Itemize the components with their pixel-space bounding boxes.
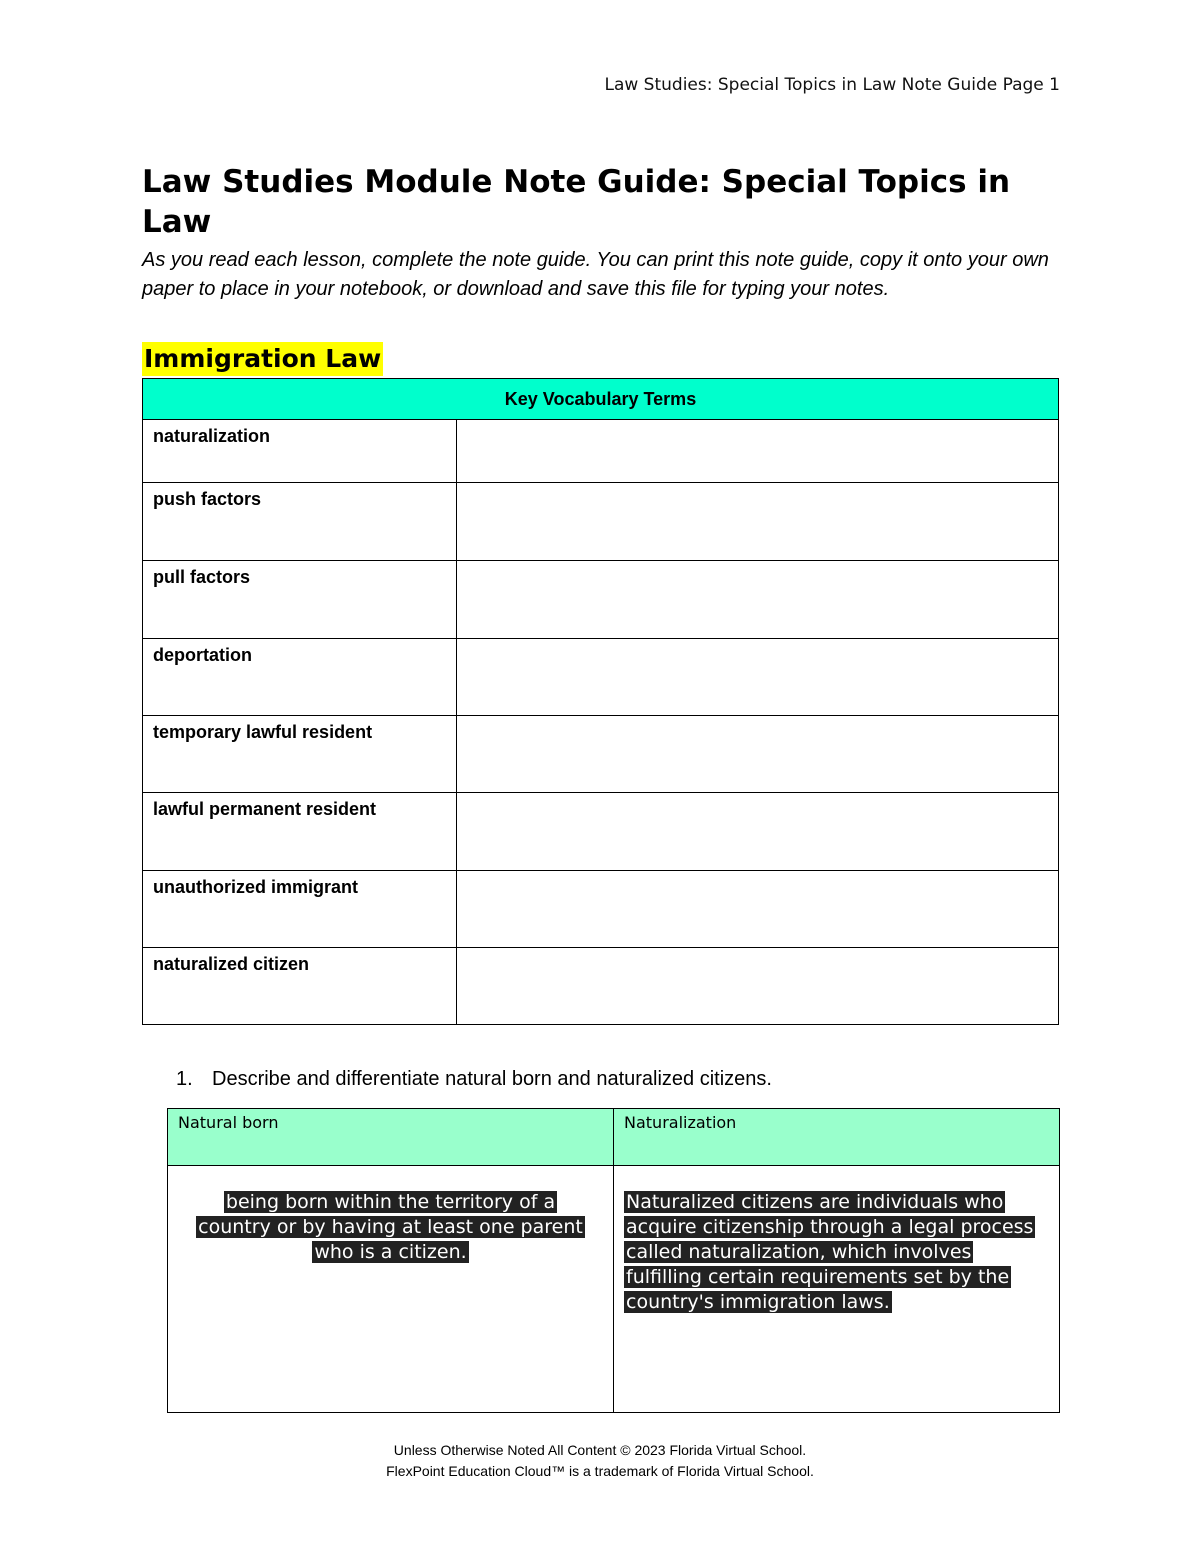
vocab-term: deportation (143, 639, 457, 716)
vocab-term: naturalized citizen (143, 948, 457, 1025)
vocab-answer-cell[interactable] (457, 561, 1059, 639)
document-title: Law Studies Module Note Guide: Special Topics in Law (142, 164, 1011, 240)
vocab-answer-cell[interactable] (457, 871, 1059, 948)
footer-copyright: Unless Otherwise Noted All Content © 2023 Florida Virtual School. (393, 1442, 807, 1458)
vocab-term: naturalization (143, 420, 457, 483)
compare-table (167, 1108, 1060, 1413)
compare-answer-row (168, 1166, 1060, 1413)
question-number: 1. (176, 1068, 193, 1090)
question-text: Describe and differentiate natural born and naturalized citizens. (212, 1068, 772, 1090)
vocab-answer-cell[interactable] (457, 948, 1059, 1025)
vocab-term: push factors (143, 483, 457, 561)
table-row (143, 871, 1059, 948)
table-row (143, 639, 1059, 716)
vocab-answer-cell[interactable] (457, 716, 1059, 793)
section-title: Immigration Law (142, 342, 383, 376)
table-row (143, 420, 1059, 483)
vocab-answer-cell[interactable] (457, 639, 1059, 716)
natural-born-answer-cell[interactable] (168, 1166, 614, 1413)
table-row (143, 716, 1059, 793)
vocab-term: temporary lawful resident (143, 716, 457, 793)
vocab-header-row (143, 379, 1059, 420)
page-header: Law Studies: Special Topics in Law Note Guide Page 1 (604, 75, 1060, 95)
table-row (143, 948, 1059, 1025)
vocab-answer-cell[interactable] (457, 793, 1059, 871)
table-row (143, 483, 1059, 561)
natural-born-answer: being born within the territory of a country or by having at least one parent who is a citizen. (198, 1191, 583, 1263)
footer-trademark: FlexPoint Education Cloud™ is a trademark of Florida Virtual School. (386, 1463, 814, 1479)
vocab-table (142, 378, 1059, 1025)
compare-header-natural-born: Natural born (168, 1109, 614, 1166)
vocab-term: lawful permanent resident (143, 793, 457, 871)
vocab-header: Key Vocabulary Terms (143, 379, 1059, 420)
vocab-answer-cell[interactable] (457, 420, 1059, 483)
page-footer (0, 1440, 1200, 1482)
intro-text: As you read each lesson, complete the note guide. You can print this note guide, copy it onto your own paper to place in your notebook, or download and save this file for typing your notes. (142, 249, 1049, 300)
compare-header-row (168, 1109, 1060, 1166)
compare-header-naturalization: Naturalization (614, 1109, 1060, 1166)
question-1 (176, 1068, 772, 1091)
table-row (143, 561, 1059, 639)
vocab-term: pull factors (143, 561, 457, 639)
vocab-answer-cell[interactable] (457, 483, 1059, 561)
vocab-term: unauthorized immigrant (143, 871, 457, 948)
table-row (143, 793, 1059, 871)
naturalization-answer: Naturalized citizens are individuals who acquire citizenship through a legal process called naturalization, which involves fulfilling certain requirements set by the country's immigration laws. (626, 1191, 1034, 1313)
naturalization-answer-cell[interactable] (614, 1166, 1060, 1413)
